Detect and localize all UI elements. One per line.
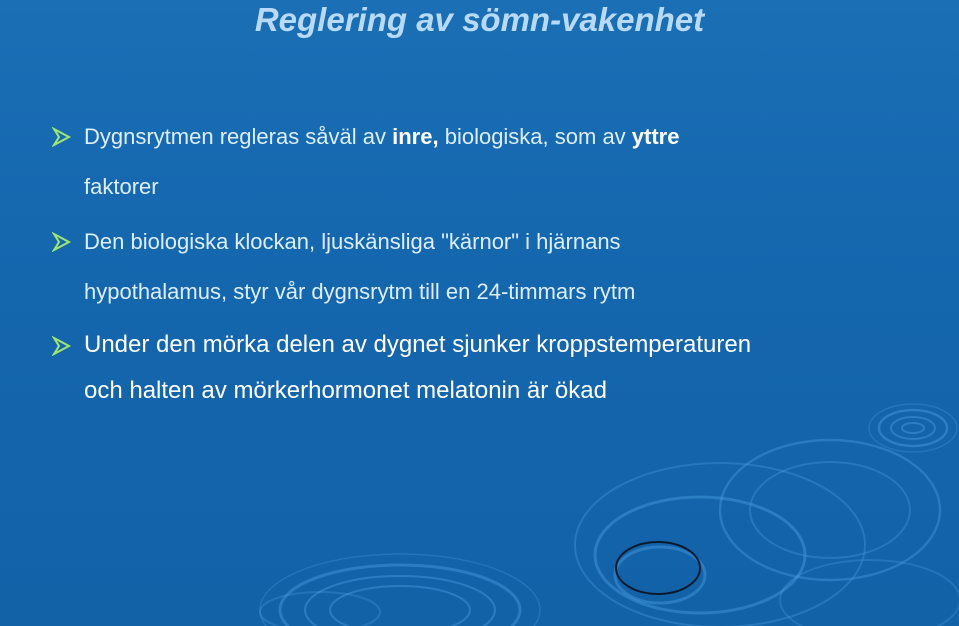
- bullet-3-line-2: och halten av mörkerhormonet melatonin är ökad: [84, 377, 607, 404]
- bullet-1-line-2: faktorer: [84, 174, 159, 199]
- bullet-1-part-3: biologiska, som av: [438, 124, 632, 149]
- slide-title: Reglering av sömn-vakenhet: [254, 1, 705, 38]
- bullet-1-inre: inre,: [392, 124, 439, 149]
- arrowhead-bullet-icon: [52, 127, 72, 147]
- bullet-2-line-2: hypothalamus, styr vår dygnsrytm till en 24-timmars rytm: [84, 279, 636, 304]
- bullet-2-line-1: Den biologiska klockan, ljuskänsliga "kärnor" i hjärnans: [84, 229, 621, 254]
- arrowhead-bullet-icon: [52, 232, 72, 252]
- bullet-3-line-1: Under den mörka delen av dygnet sjunker kroppstemperaturen: [84, 331, 752, 358]
- bullet-1-line-1: [84, 124, 679, 150]
- arrowhead-bullet-icon: [52, 336, 72, 356]
- bullet-1-part-1: Dygnsrytmen regleras såväl av: [84, 124, 393, 149]
- bullet-1-yttre: yttre: [631, 124, 680, 149]
